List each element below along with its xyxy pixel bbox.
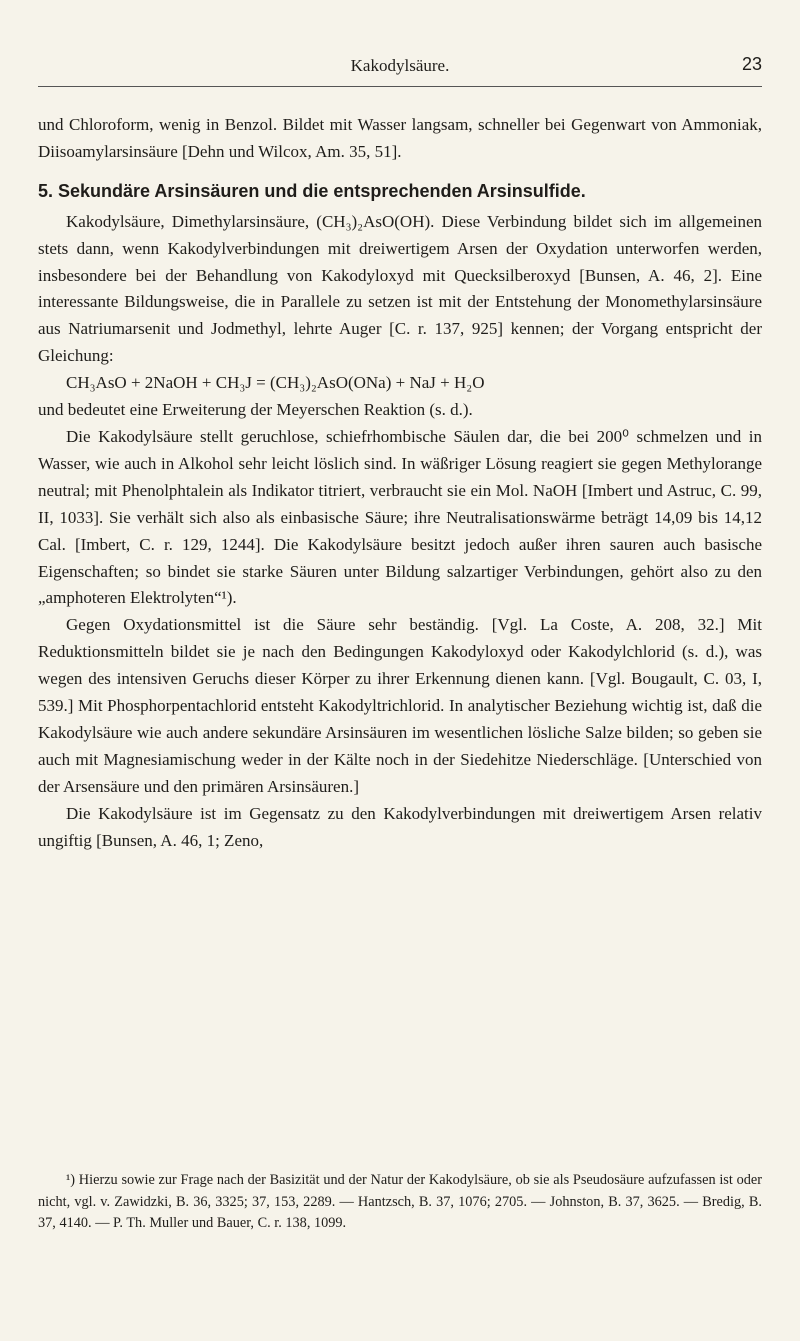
footnotes bbox=[38, 1170, 762, 1235]
page-header bbox=[38, 52, 762, 87]
paragraph-properties: Die Kakodylsäure stellt geruchlose, schiefrhombische Säulen dar, die bei 200⁰ schmelzen und in Wasser, wie auch in Alkohol sehr leicht löslich sind. In wäßriger Lösung reagiert sie gegen Methylorange neutral; mit Phenolphtalein als Indikator titriert, verbraucht sie ein Mol. NaOH [Imbert und Astruc, C. 99, II, 1033]. Sie verhält sich also als einbasische Säure; ihre Neutralisationswärme beträgt 14,09 bis 14,12 Cal. [Imbert, C. r. 129, 1244]. Die Kakodylsäure besitzt jedoch außer ihren sauren auch basische Eigenschaften; so bindet sie starke Säuren unter Bildung salzartiger Verbindungen, gehört also zu den „amphoteren Elektrolyten“¹). bbox=[38, 426, 762, 608]
body-text bbox=[38, 112, 762, 854]
reaction-equation: CH₃AsO + 2NaOH + CH₃J = (CH₃)₂AsO(ONa) + NaJ + H₂O bbox=[66, 373, 485, 393]
paragraph-continued: und Chloroform, wenig in Benzol. Bildet mit Wasser langsam, schneller bei Gegenwart von Ammoniak, Diisoamylarsinsäure [Dehn und Wilcox, Am. 35, 51]. bbox=[38, 115, 762, 161]
page-number: 23 bbox=[741, 54, 762, 74]
running-title: Kakodylsäure. bbox=[350, 56, 450, 75]
paragraph-oxidation: Gegen Oxydationsmittel ist die Säure sehr beständig. [Vgl. La Coste, A. 208, 32.] Mit Reduktionsmitteln bildet sie je nach den Bedingungen Kakodyloxyd oder Kakodylchlorid (s. d.), was wegen des intensiven Geruchs dieser Körper zu ihrer Erkennung dienen kann. [Vgl. Bougault, C. 03, I, 539.] Mit Phosphorpentachlorid entsteht Kakodyltrichlorid. In analytischer Beziehung wichtig ist, daß die Kakodylsäure wie auch andere sekundäre Arsinsäuren im wesentlichen lösliche Salze bilden; so geben sie auch mit Magnesiamischung weder in der Kälte noch in der Siedehitze Niederschläge. [Unterschied von der Arsensäure und den primären Arsinsäuren.] bbox=[38, 615, 762, 796]
paragraph-kakodylsaeure-intro: Kakodylsäure, Dimethylarsinsäure, (CH₃)₂AsO(OH). Diese Verbindung bildet sich im allgemeinen stets dann, wenn Kakodylverbindungen mit dreiwertigem Arsen der Oxydation unterworfen werden, insbesondere bei der Behandlung von Kakodyloxyd mit Quecksilberoxyd [Bunsen, A. 46, 2]. Eine interessante Bildungsweise, die in Parallele zu setzen ist mit der Entstehung der Monomethylarsinsäure aus Natriumarsenit und Jodmethyl, lehrte Auger [C. r. 137, 925] kennen; der Vorgang entspricht der Gleichung: bbox=[38, 211, 762, 366]
paragraph-meyer-reaction: und bedeutet eine Erweiterung der Meyerschen Reaktion (s. d.). bbox=[38, 400, 473, 420]
footnote-1: ¹) Hierzu sowie zur Frage nach der Basizität und der Natur der Kakodylsäure, ob sie als Pseudosäure aufzufassen ist oder nicht, vgl. v. Zawidzki, B. 36, 3325; 37, 153, 2289. — Hantzsch, B. 37, 1076; 2705. — Johnston, B. 37, 3625. — Bredig, B. 37, 4140. — P. Th. Muller und Bauer, C. r. 138, 1099. bbox=[38, 1172, 762, 1231]
section-heading: 5. Sekundäre Arsinsäuren und die entsprechenden Arsinsulfide. bbox=[38, 180, 586, 201]
paragraph-toxicity: Die Kakodylsäure ist im Gegensatz zu den Kakodylverbindungen mit dreiwertigem Arsen relativ ungiftig [Bunsen, A. 46, 1; Zeno, bbox=[38, 803, 762, 850]
